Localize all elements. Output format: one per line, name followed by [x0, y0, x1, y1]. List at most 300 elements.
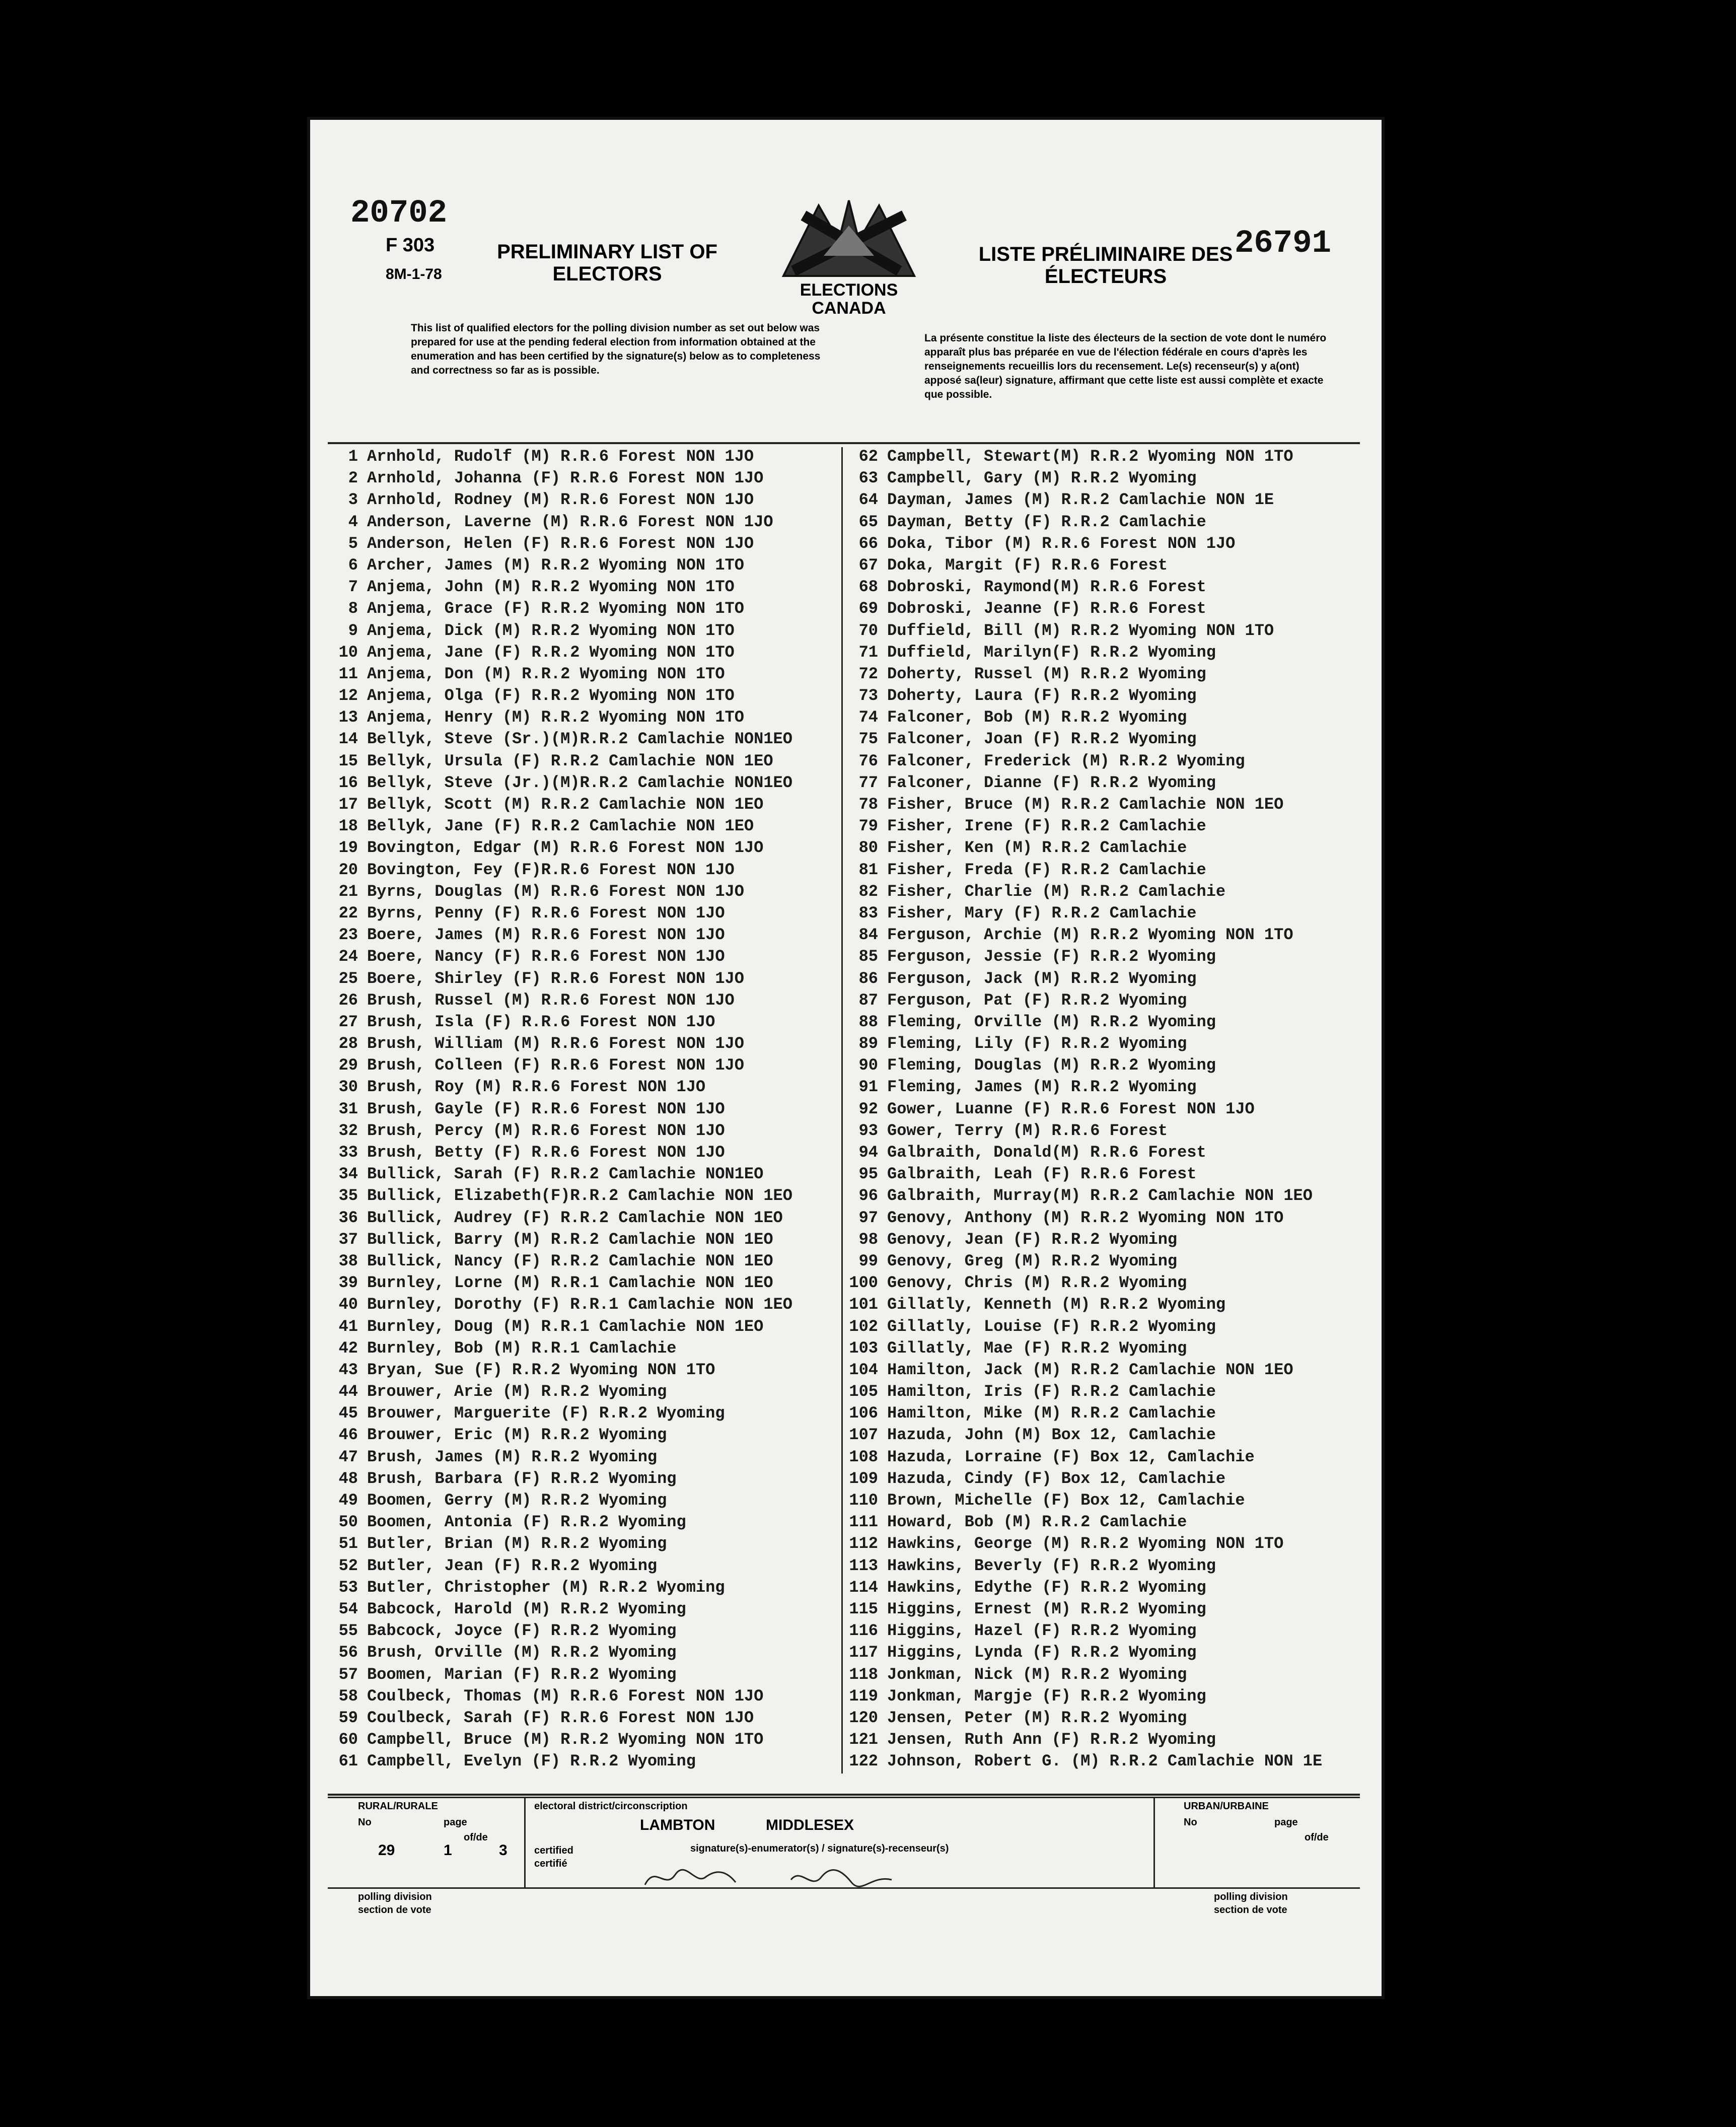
elector-row: [328, 1056, 836, 1078]
elector-entry: Bellyk, Scott (M) R.R.2 Camlachie NON 1EO: [367, 795, 764, 814]
elector-number: 73: [858, 686, 878, 705]
elector-number: 64: [858, 490, 878, 510]
elector-row: [848, 1621, 1356, 1643]
stamp-number-right: 26791: [1234, 226, 1331, 262]
elector-entry: Hazuda, Lorraine (F) Box 12, Camlachie: [887, 1447, 1255, 1466]
elector-number: 22: [338, 903, 358, 923]
elector-entry: Brush, Roy (M) R.R.6 Forest NON 1JO: [367, 1078, 706, 1097]
elector-entry: Fisher, Irene (F) R.R.2 Camlachie: [887, 817, 1206, 836]
elector-number: 79: [858, 817, 878, 836]
elector-entry: Falconer, Frederick (M) R.R.2 Wyoming: [887, 751, 1245, 770]
elector-row: [848, 708, 1356, 730]
elector-number: 91: [858, 1078, 878, 1097]
elector-entry: Gillatly, Kenneth (M) R.R.2 Wyoming: [887, 1295, 1226, 1314]
elector-row: [328, 926, 836, 947]
elector-row: [848, 1013, 1356, 1034]
elector-entry: Howard, Bob (M) R.R.2 Camlachie: [887, 1513, 1187, 1532]
elector-row: [848, 1273, 1356, 1295]
elector-entry: Jensen, Peter (M) R.R.2 Wyoming: [887, 1708, 1187, 1727]
elector-entry: Fisher, Ken (M) R.R.2 Camlachie: [887, 838, 1187, 858]
elector-row: [848, 1100, 1356, 1121]
page-total: 3: [499, 1842, 508, 1859]
polling-division-number: 29: [378, 1842, 395, 1859]
elector-row: [848, 1513, 1356, 1534]
elector-row: [328, 1273, 836, 1295]
elector-entry: Higgins, Hazel (F) R.R.2 Wyoming: [887, 1621, 1197, 1641]
elector-row: [848, 1469, 1356, 1491]
elector-number: 112: [849, 1534, 878, 1553]
elector-row: [328, 1252, 836, 1273]
elector-entry: Babcock, Harold (M) R.R.2 Wyoming: [367, 1599, 686, 1618]
elector-entry: Genovy, Chris (M) R.R.2 Wyoming: [887, 1273, 1187, 1293]
elector-number: 60: [338, 1730, 358, 1749]
elector-row: [848, 1709, 1356, 1730]
elector-entry: Boomen, Marian (F) R.R.2 Wyoming: [367, 1665, 677, 1684]
elector-row: [328, 665, 836, 686]
elector-row: [328, 578, 836, 599]
elector-number: 113: [849, 1556, 878, 1575]
elector-row: [328, 1426, 836, 1447]
elector-entry: Hazuda, John (M) Box 12, Camlachie: [887, 1426, 1216, 1445]
elector-number: 103: [849, 1338, 878, 1358]
elector-number: 104: [849, 1360, 878, 1379]
elector-number: 82: [858, 882, 878, 901]
elector-row: [848, 795, 1356, 817]
title-french-line-1: LISTE PRÉLIMINAIRE DES: [978, 243, 1233, 265]
elector-row: [328, 1165, 836, 1186]
elector-row: [848, 469, 1356, 490]
elector-row: [848, 904, 1356, 926]
elector-row: [848, 752, 1356, 773]
elector-row: [328, 469, 836, 490]
title-english-line-2: ELECTORS: [552, 263, 662, 285]
elector-entry: Ferguson, Jack (M) R.R.2 Wyoming: [887, 969, 1197, 988]
electors-list-sheet: [307, 117, 1385, 1999]
elector-row: [848, 969, 1356, 991]
elector-row: [848, 1687, 1356, 1709]
elector-row: [848, 513, 1356, 534]
electors-column-right: [841, 447, 1356, 1774]
elector-number: 69: [858, 599, 878, 618]
elector-entry: Campbell, Gary (M) R.R.2 Wyoming: [887, 469, 1197, 488]
elector-number: 17: [338, 795, 358, 814]
elector-entry: Duffield, Marilyn(F) R.R.2 Wyoming: [887, 643, 1216, 662]
elector-entry: Gillatly, Louise (F) R.R.2 Wyoming: [887, 1317, 1216, 1336]
elector-number: 86: [858, 969, 878, 988]
elector-row: [328, 1317, 836, 1339]
elector-entry: Hawkins, Edythe (F) R.R.2 Wyoming: [887, 1578, 1206, 1597]
elector-number: 100: [849, 1273, 878, 1293]
elector-entry: Ferguson, Pat (F) R.R.2 Wyoming: [887, 990, 1187, 1010]
elector-number: 2: [348, 469, 358, 488]
elector-number: 94: [858, 1143, 878, 1162]
elector-row: [848, 556, 1356, 578]
elector-row: [328, 556, 836, 578]
elector-number: 42: [338, 1338, 358, 1358]
elector-row: [848, 1034, 1356, 1056]
rural-page-label: page: [444, 1817, 467, 1828]
elector-number: 66: [858, 534, 878, 553]
elector-entry: Genovy, Jean (F) R.R.2 Wyoming: [887, 1230, 1178, 1249]
elector-row: [328, 1513, 836, 1534]
elector-row: [328, 904, 836, 926]
elector-entry: Higgins, Lynda (F) R.R.2 Wyoming: [887, 1643, 1197, 1662]
elector-row: [328, 1230, 836, 1252]
elector-number: 77: [858, 773, 878, 792]
signature-label: signature(s)-enumerator(s) / signature(s)-recenseur(s): [690, 1843, 949, 1854]
elector-entry: Bovington, Edgar (M) R.R.6 Forest NON 1JO: [367, 838, 764, 858]
elector-number: 44: [338, 1382, 358, 1401]
elector-entry: Burnley, Bob (M) R.R.1 Camlachie: [367, 1338, 677, 1358]
polling-division-label-fr: section de vote: [358, 1904, 431, 1916]
elector-row: [848, 1426, 1356, 1447]
elector-number: 101: [849, 1295, 878, 1314]
elector-row: [328, 490, 836, 512]
elector-entry: Gillatly, Mae (F) R.R.2 Wyoming: [887, 1338, 1187, 1358]
elector-row: [848, 882, 1356, 904]
form-code: F 303: [386, 235, 435, 256]
elector-number: 47: [338, 1447, 358, 1466]
elector-row: [328, 1665, 836, 1687]
elector-entry: Campbell, Bruce (M) R.R.2 Wyoming NON 1TO: [367, 1730, 764, 1749]
elector-entry: Coulbeck, Sarah (F) R.R.6 Forest NON 1JO: [367, 1708, 754, 1727]
elector-number: 110: [849, 1491, 878, 1510]
elector-number: 92: [858, 1099, 878, 1118]
elector-row: [848, 1382, 1356, 1404]
elector-number: 36: [338, 1208, 358, 1227]
elector-entry: Butler, Jean (F) R.R.2 Wyoming: [367, 1556, 658, 1575]
elector-row: [848, 947, 1356, 969]
elector-entry: Boere, Shirley (F) R.R.6 Forest NON 1JO: [367, 969, 744, 988]
elector-row: [848, 1643, 1356, 1665]
elector-number: 59: [338, 1708, 358, 1727]
elector-number: 121: [849, 1730, 878, 1749]
elector-number: 27: [338, 1012, 358, 1031]
elector-entry: Jonkman, Nick (M) R.R.2 Wyoming: [887, 1665, 1187, 1684]
elector-row: [848, 490, 1356, 512]
urban-polling-division-fr: section de vote: [1214, 1904, 1287, 1916]
elector-number: 40: [338, 1295, 358, 1314]
elector-entry: Anjema, Olga (F) R.R.2 Wyoming NON 1TO: [367, 686, 735, 705]
title-french-line-2: ÉLECTEURS: [1044, 265, 1167, 288]
elector-number: 62: [858, 447, 878, 466]
elector-number: 71: [858, 643, 878, 662]
elector-entry: Falconer, Dianne (F) R.R.2 Wyoming: [887, 773, 1216, 792]
title-english: [496, 241, 718, 285]
elector-entry: Brush, Barbara (F) R.R.2 Wyoming: [367, 1469, 677, 1488]
elector-row: [328, 686, 836, 708]
elector-row: [328, 1121, 836, 1143]
elector-entry: Gower, Terry (M) R.R.6 Forest: [887, 1121, 1168, 1140]
elector-entry: Hawkins, George (M) R.R.2 Wyoming NON 1TO: [887, 1534, 1284, 1553]
elector-number: 90: [858, 1056, 878, 1075]
elector-entry: Hamilton, Iris (F) R.R.2 Camlachie: [887, 1382, 1216, 1401]
certified-label-fr: certifié: [534, 1858, 567, 1869]
elector-number: 116: [849, 1621, 878, 1641]
elector-row: [848, 1230, 1356, 1252]
elector-number: 43: [338, 1360, 358, 1379]
enumerator-signatures: [640, 1860, 902, 1895]
elector-row: [328, 1621, 836, 1643]
elector-entry: Ferguson, Jessie (F) R.R.2 Wyoming: [887, 947, 1216, 966]
elector-number: 46: [338, 1426, 358, 1445]
elector-number: 117: [849, 1643, 878, 1662]
elector-entry: Hazuda, Cindy (F) Box 12, Camlachie: [887, 1469, 1226, 1488]
elector-entry: Fisher, Charlie (M) R.R.2 Camlachie: [887, 882, 1226, 901]
elector-number: 38: [338, 1251, 358, 1270]
elector-number: 32: [338, 1121, 358, 1140]
elector-row: [848, 1534, 1356, 1556]
elector-entry: Arnhold, Rudolf (M) R.R.6 Forest NON 1JO: [367, 447, 754, 466]
urban-label: URBAN/URBAINE: [1184, 1801, 1269, 1812]
elector-entry: Hawkins, Beverly (F) R.R.2 Wyoming: [887, 1556, 1216, 1575]
elector-entry: Fisher, Freda (F) R.R.2 Camlachie: [887, 860, 1206, 879]
title-english-line-1: PRELIMINARY LIST OF: [497, 241, 717, 263]
elector-number: 93: [858, 1121, 878, 1140]
elector-entry: Anderson, Laverne (M) R.R.6 Forest NON 1JO: [367, 512, 773, 531]
elector-number: 16: [338, 773, 358, 792]
elector-number: 67: [858, 555, 878, 575]
elector-row: [328, 643, 836, 665]
elector-number: 96: [858, 1186, 878, 1206]
elector-row: [848, 643, 1356, 665]
elector-entry: Jensen, Ruth Ann (F) R.R.2 Wyoming: [887, 1730, 1216, 1749]
elector-entry: Bellyk, Steve (Jr.)(M)R.R.2 Camlachie NON1EO: [367, 773, 792, 792]
elector-row: [328, 1491, 836, 1513]
elector-row: [848, 1448, 1356, 1469]
elector-number: 39: [338, 1273, 358, 1293]
elector-row: [328, 1143, 836, 1165]
elector-row: [848, 1556, 1356, 1578]
elector-entry: Burnley, Lorne (M) R.R.1 Camlachie NON 1EO: [367, 1273, 773, 1293]
elector-number: 7: [348, 578, 358, 597]
elector-number: 23: [338, 926, 358, 945]
urban-page-label: page: [1274, 1817, 1298, 1828]
elector-entry: Byrns, Penny (F) R.R.6 Forest NON 1JO: [367, 903, 725, 923]
elector-entry: Fisher, Mary (F) R.R.2 Camlachie: [887, 903, 1197, 923]
stamp-number-left: 20702: [350, 195, 448, 232]
elector-number: 18: [338, 817, 358, 836]
elector-number: 109: [849, 1469, 878, 1488]
elector-entry: Bullick, Nancy (F) R.R.2 Camlachie NON 1EO: [367, 1251, 773, 1270]
elector-entry: Brush, Gayle (F) R.R.6 Forest NON 1JO: [367, 1099, 725, 1118]
elector-number: 24: [338, 947, 358, 966]
district-name-2: MIDDLESEX: [766, 1817, 854, 1833]
elector-number: 61: [338, 1752, 358, 1771]
urban-of-label: of/de: [1305, 1832, 1329, 1843]
elector-entry: Gower, Luanne (F) R.R.6 Forest NON 1JO: [887, 1099, 1255, 1118]
elector-number: 115: [849, 1599, 878, 1618]
elector-entry: Doherty, Russel (M) R.R.2 Wyoming: [887, 664, 1206, 683]
elector-entry: Hamilton, Mike (M) R.R.2 Camlachie: [887, 1404, 1216, 1423]
elector-entry: Boere, James (M) R.R.6 Forest NON 1JO: [367, 926, 725, 945]
elector-number: 76: [858, 751, 878, 770]
elector-number: 4: [348, 512, 358, 531]
elector-number: 19: [338, 838, 358, 858]
elector-entry: Brush, Orville (M) R.R.2 Wyoming: [367, 1643, 677, 1662]
elector-row: [848, 1209, 1356, 1230]
elector-row: [848, 665, 1356, 686]
elector-row: [328, 817, 836, 838]
elector-number: 1: [348, 447, 358, 466]
elector-row: [328, 1013, 836, 1034]
elector-entry: Genovy, Greg (M) R.R.2 Wyoming: [887, 1251, 1178, 1270]
elector-row: [328, 947, 836, 969]
page-number: 1: [444, 1842, 452, 1859]
elector-row: [328, 969, 836, 991]
elector-number: 20: [338, 860, 358, 879]
title-french: [965, 243, 1247, 288]
elector-number: 107: [849, 1426, 878, 1445]
elector-row: [328, 599, 836, 621]
elector-entry: Bovington, Fey (F)R.R.6 Forest NON 1JO: [367, 860, 735, 879]
elector-entry: Bullick, Barry (M) R.R.2 Camlachie NON 1EO: [367, 1230, 773, 1249]
elector-row: [848, 1121, 1356, 1143]
elector-row: [848, 1665, 1356, 1687]
elector-entry: Butler, Brian (M) R.R.2 Wyoming: [367, 1534, 667, 1553]
elector-entry: Falconer, Bob (M) R.R.2 Wyoming: [887, 708, 1187, 727]
elector-row: [328, 1361, 836, 1382]
elector-row: [848, 838, 1356, 860]
elector-row: [328, 1643, 836, 1665]
elector-row: [848, 599, 1356, 621]
elector-number: 37: [338, 1230, 358, 1249]
elector-row: [848, 621, 1356, 643]
elector-entry: Galbraith, Leah (F) R.R.6 Forest: [887, 1165, 1197, 1184]
elector-number: 15: [338, 751, 358, 770]
elector-entry: Boomen, Antonia (F) R.R.2 Wyoming: [367, 1513, 686, 1532]
elector-entry: Bryan, Sue (F) R.R.2 Wyoming NON 1TO: [367, 1360, 715, 1379]
elector-number: 49: [338, 1491, 358, 1510]
footer-block: [328, 1797, 1360, 1933]
elector-row: [328, 1209, 836, 1230]
elector-entry: Bullick, Sarah (F) R.R.2 Camlachie NON1EO: [367, 1165, 764, 1184]
elector-entry: Doka, Tibor (M) R.R.6 Forest NON 1JO: [887, 534, 1236, 553]
elector-row: [328, 861, 836, 882]
elector-row: [328, 1404, 836, 1426]
elector-number: 89: [858, 1034, 878, 1053]
logo-text: [763, 281, 934, 317]
elections-canada-logo: [763, 195, 934, 326]
elector-number: 105: [849, 1382, 878, 1401]
elector-number: 88: [858, 1012, 878, 1031]
elector-row: [328, 1534, 836, 1556]
elector-entry: Brush, William (M) R.R.6 Forest NON 1JO: [367, 1034, 744, 1053]
elector-number: 70: [858, 621, 878, 640]
elector-entry: Brouwer, Eric (M) R.R.2 Wyoming: [367, 1426, 667, 1445]
elector-number: 48: [338, 1469, 358, 1488]
elector-row: [328, 730, 836, 751]
elector-entry: Hamilton, Jack (M) R.R.2 Camlachie NON 1EO: [887, 1360, 1293, 1379]
elector-row: [848, 686, 1356, 708]
elector-entry: Arnhold, Johanna (F) R.R.6 Forest NON 1JO: [367, 469, 764, 488]
elector-number: 63: [858, 469, 878, 488]
elector-entry: Ferguson, Archie (M) R.R.2 Wyoming NON 1TO: [887, 926, 1293, 945]
elector-row: [328, 513, 836, 534]
elector-row: [848, 1295, 1356, 1317]
elector-row: [848, 578, 1356, 599]
elector-number: 53: [338, 1578, 358, 1597]
elector-entry: Brush, Betty (F) R.R.6 Forest NON 1JO: [367, 1143, 725, 1162]
urban-no-label: No: [1184, 1817, 1197, 1828]
elector-row: [328, 447, 836, 469]
elector-row: [328, 1448, 836, 1469]
elector-row: [848, 926, 1356, 947]
elector-row: [328, 1339, 836, 1361]
elector-number: 74: [858, 708, 878, 727]
elector-number: 120: [849, 1708, 878, 1727]
intro-english: This list of qualified electors for the polling division number as set out below was prepared for use at the pending federal election from information obtained at the enumeration and has been certified by the signature(s) below as to completeness and correctness so far as is possible.: [411, 322, 821, 376]
elector-row: [328, 1382, 836, 1404]
elector-row: [328, 1709, 836, 1730]
elector-row: [328, 991, 836, 1013]
district-name-1: LAMBTON: [640, 1817, 715, 1833]
maple-leaf-icon: [763, 195, 934, 281]
elector-number: 87: [858, 990, 878, 1010]
elector-number: 57: [338, 1665, 358, 1684]
elector-row: [848, 1165, 1356, 1186]
elector-number: 50: [338, 1513, 358, 1532]
elector-number: 14: [338, 730, 358, 749]
elector-entry: Coulbeck, Thomas (M) R.R.6 Forest NON 1JO: [367, 1686, 764, 1706]
elector-entry: Archer, James (M) R.R.2 Wyoming NON 1TO: [367, 555, 744, 575]
elector-entry: Bellyk, Jane (F) R.R.2 Camlachie NON 1EO: [367, 817, 754, 836]
elector-number: 122: [849, 1752, 878, 1771]
elector-number: 81: [858, 860, 878, 879]
elector-entry: Butler, Christopher (M) R.R.2 Wyoming: [367, 1578, 725, 1597]
elector-row: [328, 882, 836, 904]
elector-row: [848, 817, 1356, 838]
elector-number: 11: [338, 664, 358, 683]
elector-number: 99: [858, 1251, 878, 1270]
elector-row: [328, 1469, 836, 1491]
elector-row: [328, 1295, 836, 1317]
elector-row: [848, 1078, 1356, 1099]
elector-entry: Johnson, Robert G. (M) R.R.2 Camlachie NON 1E: [887, 1752, 1323, 1771]
elector-number: 80: [858, 838, 878, 858]
elector-entry: Brown, Michelle (F) Box 12, Camlachie: [887, 1491, 1245, 1510]
elector-entry: Anjema, Grace (F) R.R.2 Wyoming NON 1TO: [367, 599, 744, 618]
elector-entry: Fleming, James (M) R.R.2 Wyoming: [887, 1078, 1197, 1097]
elector-number: 118: [849, 1665, 878, 1684]
elector-number: 51: [338, 1534, 358, 1553]
elector-number: 75: [858, 730, 878, 749]
elector-entry: Brush, Isla (F) R.R.6 Forest NON 1JO: [367, 1012, 715, 1031]
elector-entry: Fleming, Douglas (M) R.R.2 Wyoming: [887, 1056, 1216, 1075]
elector-row: [848, 1578, 1356, 1600]
elector-row: [848, 1600, 1356, 1621]
electoral-district-label: electoral district/circonscription: [534, 1801, 688, 1812]
logo-line-1: ELECTIONS: [800, 280, 898, 300]
elector-entry: Higgins, Ernest (M) R.R.2 Wyoming: [887, 1599, 1206, 1618]
elector-row: [328, 795, 836, 817]
elector-row: [328, 838, 836, 860]
elector-number: 29: [338, 1056, 358, 1075]
elector-entry: Campbell, Stewart(M) R.R.2 Wyoming NON 1TO: [887, 447, 1293, 466]
elector-entry: Bullick, Audrey (F) R.R.2 Camlachie NON 1EO: [367, 1208, 783, 1227]
elector-row: [848, 730, 1356, 751]
elector-row: [848, 447, 1356, 469]
elector-number: 35: [338, 1186, 358, 1206]
elector-number: 31: [338, 1099, 358, 1118]
elector-row: [848, 991, 1356, 1013]
intro-french: La présente constitue la liste des électeurs de la section de vote dont le numéro apparaît plus bas préparée en vue de l'élection fédérale en cours d'après les renseignements recueillis lors du recensement. Le(s) recenseur(s) y a(ont) apposé sa(leur) signature, affirmant que cette liste est aussi complète et exacte que possible.: [924, 332, 1327, 400]
elector-number: 52: [338, 1556, 358, 1575]
elector-number: 10: [338, 643, 358, 662]
elector-number: 97: [858, 1208, 878, 1227]
elector-entry: Jonkman, Margje (F) R.R.2 Wyoming: [887, 1686, 1206, 1706]
elector-entry: Brouwer, Marguerite (F) R.R.2 Wyoming: [367, 1404, 725, 1423]
